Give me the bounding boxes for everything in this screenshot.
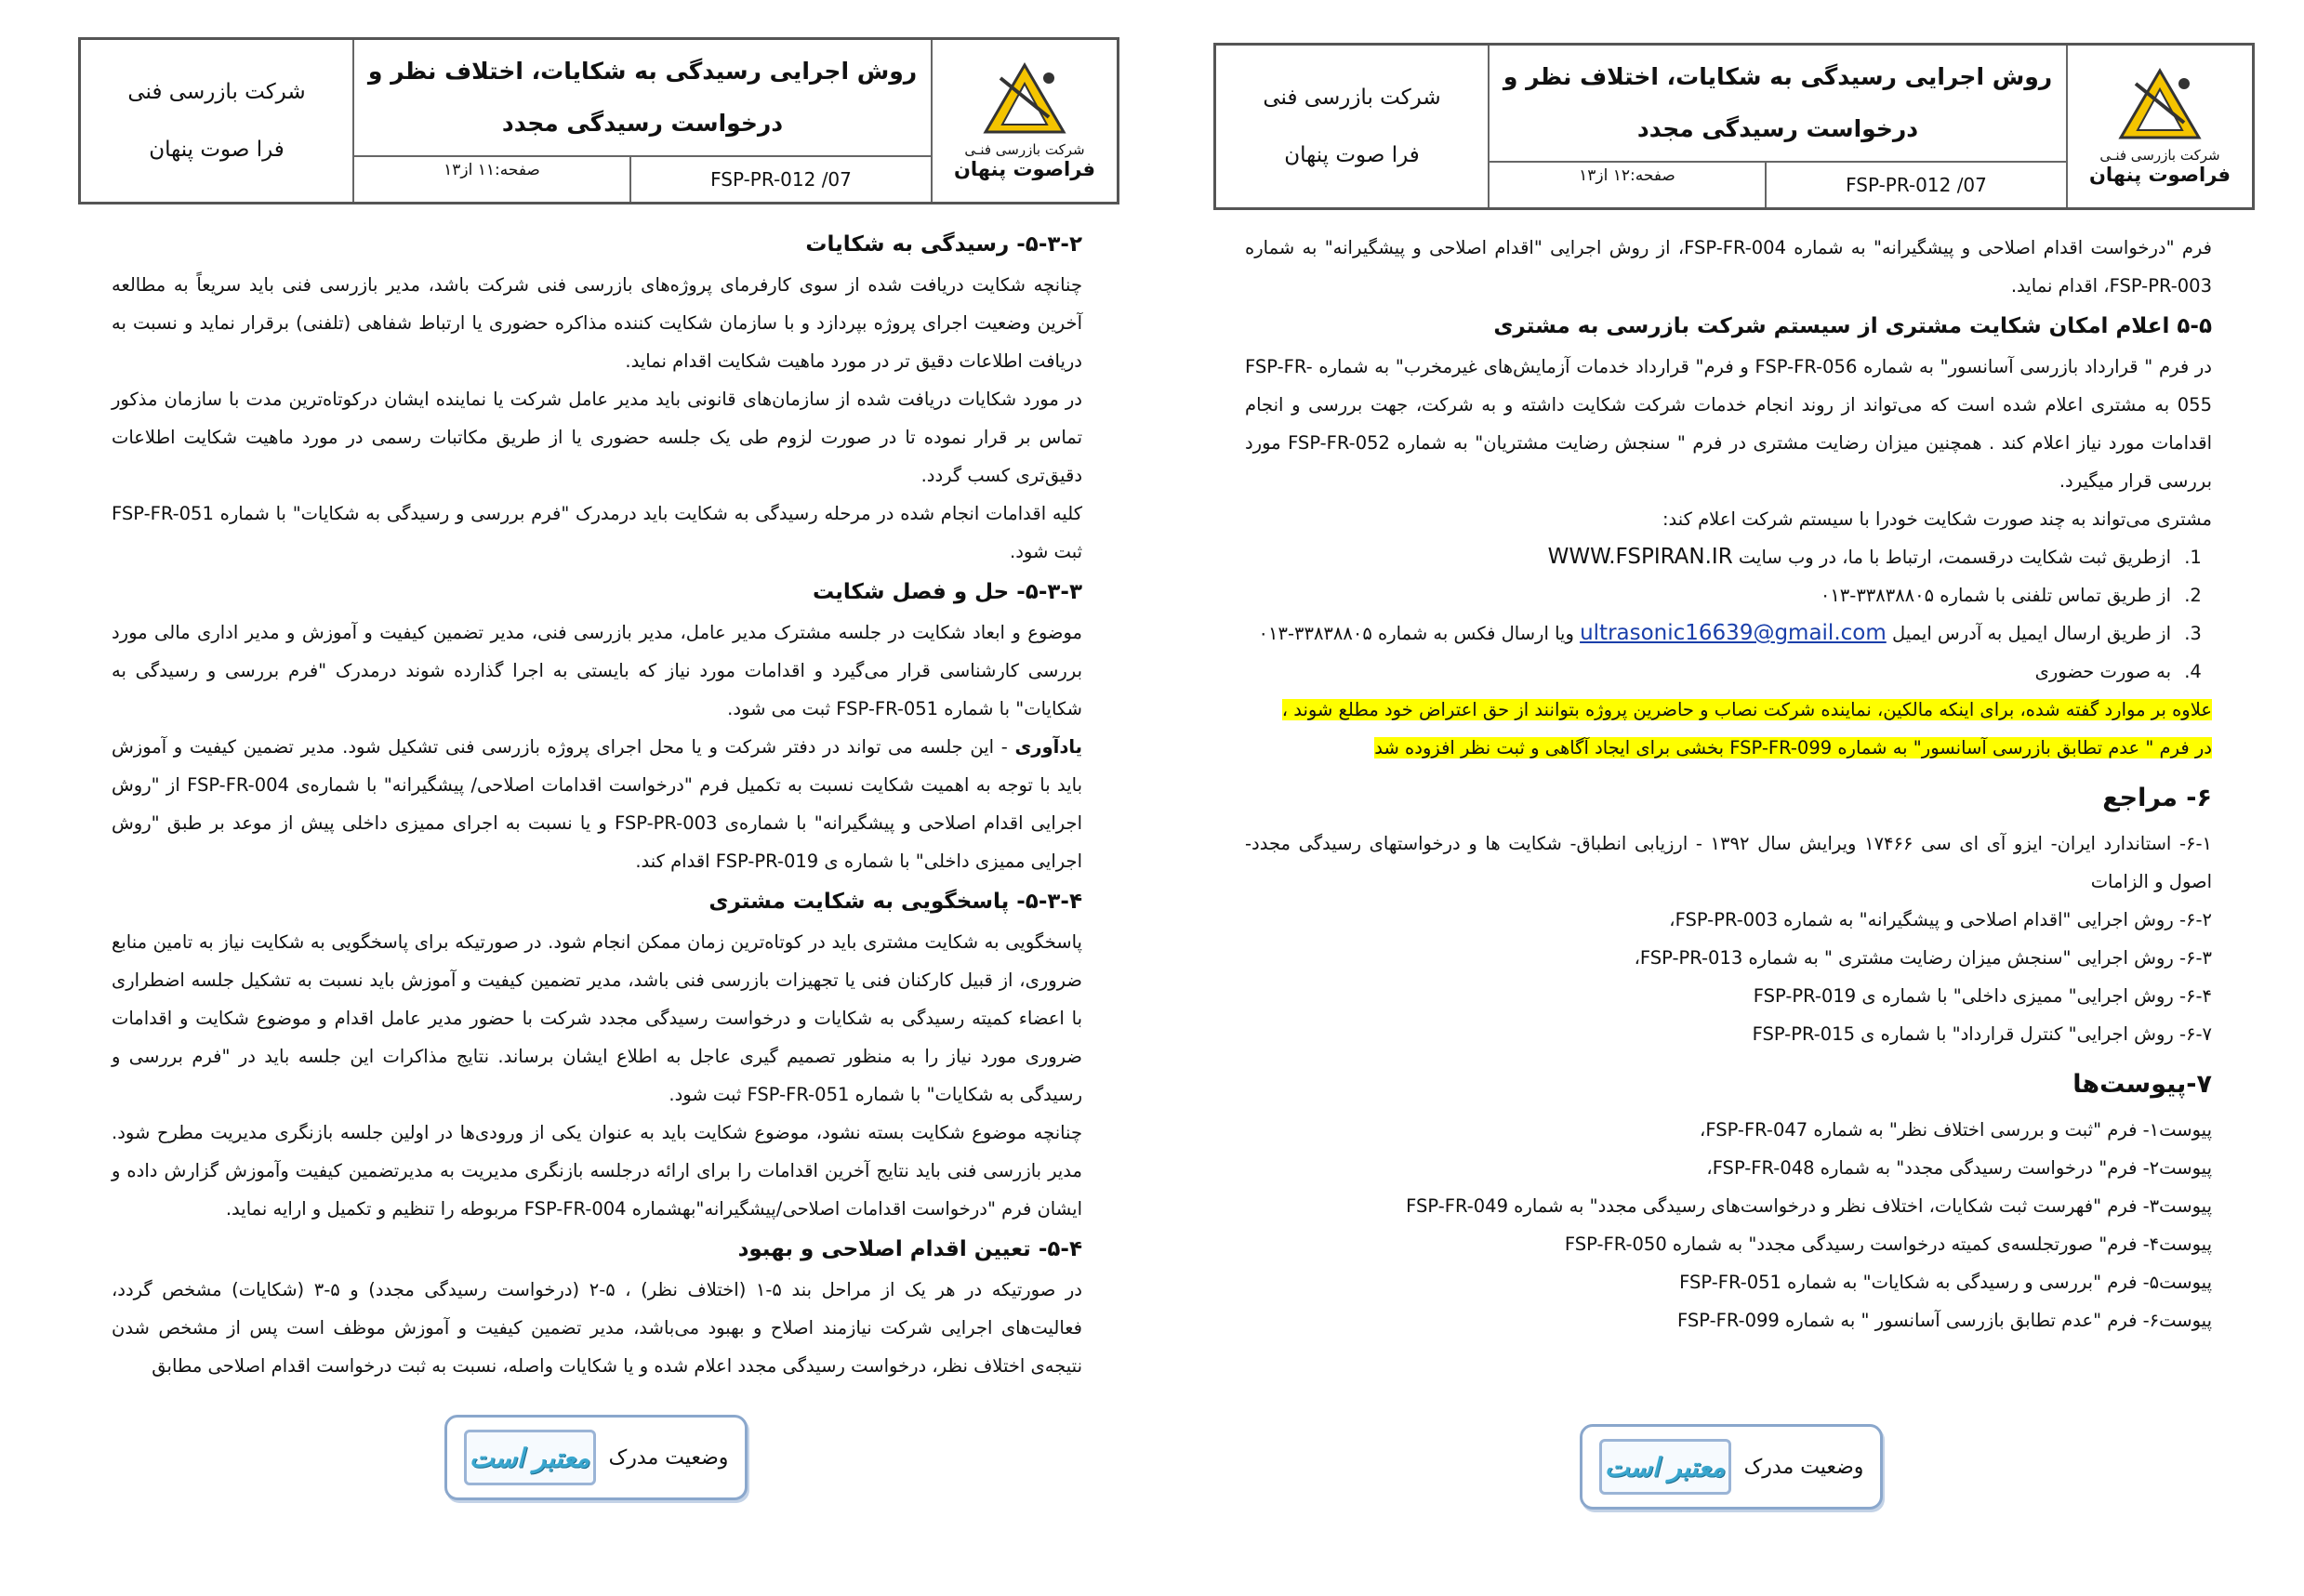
page-body (1245, 229, 2212, 1339)
list-item (1245, 538, 2178, 576)
note-text: - این جلسه می تواند در دفتر شرکت و یا محل اجرای پروژه بازرسی فنی تشکیل شود. مدیر تضمین کیفیت و آموزش باید با توجه به اهمیت شکایت نسبت به تکمیل فرم "درخواست اقدامات اصلاحی/ پیشگیرانه" با شماره‌ی FSP-FR-004 از "روش اجرایی اقدام اصلاحی و پیشگیرانه" با شماره‌ی FSP-PR-003 و یا نسبت به اجرای ممیزی داخلی پیش از موعد بر طبق "روش اجرایی ممیزی داخلی" با شماره ی FSP-PR-019 اقدام کند. (112, 736, 1082, 872)
company-logo (2066, 46, 2252, 207)
company-name (81, 40, 352, 202)
page-header (1213, 43, 2255, 210)
company-name (1216, 46, 1488, 207)
attachment-item: پیوست۴- فرم" صورتجلسه‌ی کمیته درخواست رسیدگی مجدد" به شماره FSP-FR-050 (1564, 1233, 2212, 1255)
doc-title-line2: درخواست رسیدگی مجدد (501, 110, 784, 137)
logo-line2: فراصوت پنهان (2089, 164, 2231, 186)
paragraph: موضوع و ابعاد شکایت در جلسه مشترک مدیر عامل، مدیر بازرسی فنی، مدیر تضمین کیفیت و آموزش و مدیر اداری مالی مورد بررسی کارشناسی قرار می‌گیرد و اقدامات مورد نیاز که بایستی به اجرا گذارده شوند درمدرک "فرم بررسی و رسیدگی به شکایات" با شماره FSP-FR-051 ثبت می شود. (112, 622, 1082, 719)
logo-icon (2117, 67, 2203, 141)
doc-title (354, 40, 931, 157)
page-12 (1152, 0, 2304, 1596)
document-status-box (1580, 1424, 1883, 1510)
page-body (112, 223, 1082, 1385)
paragraph: چنانچه موضوع شکایت بسته نشود، موضوع شکایت باید به عنوان یکی از ورودی‌ها در اولین جلسه بازنگری مدیریت مطرح شود. مدیر بازرسی فنی باید نتایج آخرین اقدامات را برای ارائه درجلسه بازنگری مدیریت به مدیرتضمین کیفیت وآموزش گزارش داده و ایشان فرم "درخواست اقدامات اصلاحی/پیشگیرانه"بهشماره FSP-FR-004 مربوطه را تنظیم و تکمیل و ارایه نماید. (112, 1122, 1082, 1220)
section-heading: ۵-۴- تعیین اقدام اصلاحی و بهبود (737, 1237, 1082, 1261)
attachment-item: پیوست۱- فرم "ثبت و بررسی اختلاف نظر" به شماره FSP-FR-047، (1700, 1119, 2212, 1141)
company-line2: فرا صوت پنهان (1284, 143, 1420, 167)
list-item-tail: ویا ارسال فکس به شماره ۳۳۸۳۸۸۰۵-۰۱۳ (1258, 623, 1581, 644)
paragraph: فرم "درخواست اقدام اصلاحی و پیشگیرانه" به شماره FSP-FR-004، از روش اجرایی "اقدام اصلاحی و پیشگیرانه" به شماره FSP-PR-003، اقدام نماید. (1245, 237, 2213, 297)
valid-stamp-text: معتبر است (1604, 1451, 1726, 1483)
paragraph: در فرم " قرارداد بازرسی آسانسور" به شماره FSP-FR-056 و فرم" قرارداد خدمات آزمایش‌های غیرمخرب" به شماره FSP-FR-055 به مشتری اعلام شده است که می‌تواند از روند انجام خدمات شرکت شکایت داشته و به شرکت، جهت بررسی و انجام اقدامات مورد نیاز اعلام کند . همچنین میزان رضایت مشتری در فرم " سنجش رضایت مشتریان" به شماره FSP-FR-052 مورد بررسی قرار میگیرد. (1245, 356, 2212, 492)
reference-item: ۶-۱- استاندارد ایران- ایزو آی ای سی ۱۷۴۶۶ ویرایش سال ۱۳۹۲ - ارزیابی انطباق- شکایت ها و درخواستهای رسیدگی مجدد- اصول و الزامات (1245, 833, 2212, 892)
logo-line1: شرکت بازرسی فنـی (2099, 147, 2220, 164)
page-number: صفحه:۱۱ از۱۳ (444, 161, 540, 179)
attachment-item: پیوست۲- فرم" درخواست رسیدگی مجدد" به شماره FSP-FR-048، (1706, 1157, 2212, 1179)
highlight-line: در فرم " عدم تطابق بازرسی آسانسور" به شماره FSP-FR-099 بخشی برای ایجاد آگاهی و ثبت نظر افزوده شد (1374, 737, 2212, 758)
logo-line1: شرکت بازرسی فنـی (964, 141, 1085, 158)
paragraph: مشتری می‌تواند به چند صورت شکایت خودرا با سیستم شرکت اعلام کند: (1662, 508, 2212, 530)
paragraph: پاسخگویی به شکایت مشتری باید در کوتاه‌ترین زمان ممکن انجام شود. در صورتیکه برای پاسخگویی به شکایت نیاز به تامین منابع ضروری، از قبیل کارکنان فنی یا تجهیزات بازرسی فنی باشد، مدیر تضمین کیفیت و آموزش باید نسبت به تشکیل جلسه اضطراری با اعضاء کمیته رسیدگی به شکایات و درخواست رسیدگی مجدد شرکت با حضور مدیر عامل اقدام و موضوع شکایت و اقدامات ضروری مورد نیاز را به منظور تصمیم گیری عاجل به اطلاع ایشان برساند. نتایج مذاکرات این جلسه باید در "فرم بررسی و رسیدگی به شکایات" با شماره FSP-FR-051 ثبت شود. (112, 931, 1082, 1105)
status-label: وضعیت مدرک (1743, 1455, 1864, 1479)
attachment-item: پیوست۳- فرم "فهرست ثبت شکایات، اختلاف نظر و درخواست‌های رسیدگی مجدد" به شماره FSP-FR-049 (1406, 1195, 2212, 1217)
list-item-text: ازطریق ثبت شکایت درقسمت، ارتباط با ما، در وب سایت (1732, 547, 2171, 568)
reference-item: ۶-۷- روش اجرایی" کنترل قرارداد" با شماره ی FSP-PR-015 (1752, 1023, 2212, 1045)
section-heading: ۷-پیوست‌ها (2072, 1070, 2212, 1099)
paragraph: چنانچه شکایت دریافت شده از سوی کارفرمای پروژه‌های بازرسی فنی شرکت باشد، مدیر بازرسی فنی باید سریعاً به مطالعه آخرین وضعیت اجرای پروژه بپردازد و با سازمان شکایت کننده مذاکره حضوری یا ارتباط شفاهی (تلفنی) برقرار نماید و نسبت به دریافت اطلاعات دقیق تر در مورد ماهیت شکایت اقدام نماید. (112, 274, 1082, 372)
doc-title-line1: روش اجرایی رسیدگی به شکایات، اختلاف نظر و (367, 58, 918, 85)
document-status-box (444, 1415, 748, 1500)
valid-stamp (464, 1430, 596, 1485)
section-heading: ۶- مراجع (2102, 784, 2212, 812)
email-link[interactable]: ultrasonic16639@gmail.com (1580, 621, 1887, 645)
page-header (78, 37, 1119, 204)
website-address: WWW.FSPIRAN.IR (1547, 545, 1733, 569)
note-paragraph (112, 728, 1082, 880)
company-line1: شرکت بازرسی فنی (1263, 86, 1441, 110)
doc-title-line1: روش اجرایی رسیدگی به شکایات، اختلاف نظر و (1503, 63, 2053, 90)
list-item (1245, 614, 2178, 653)
valid-stamp-text: معتبر است (469, 1442, 590, 1473)
company-line1: شرکت بازرسی فنی (127, 80, 306, 104)
reference-item: ۶-۲- روش اجرایی "اقدام اصلاحی و پیشگیرانه" به شماره FSP-PR-003، (1669, 909, 2212, 930)
list-item: 4. به صورت حضوری (1245, 653, 2178, 691)
valid-stamp (1599, 1439, 1731, 1495)
paragraph: در صورتیکه در هر یک از مراحل بند ۵-۱ (اختلاف نظر) ، ۵-۲ (درخواست رسیدگی مجدد) و ۵-۳ (شکایات) مشخص گردد، فعالیت‌های اجرایی شرکت نیازمند اصلاح و بهبود می‌باشد، مدیر تضمین کیفیت و آموزش موظف است پس از مشخص شدن نتیجه‌ی اختلاف نظر، درخواست رسیدگی مجدد اعلام شده و یا شکایات واصله، نسبت به ثبت درخواست اقدام اصلاحی مطابق (112, 1279, 1082, 1377)
complaint-channels-list (1245, 538, 2212, 691)
doc-code: FSP-PR-012 /07 (1765, 163, 2066, 207)
section-heading: ۵-۳-۳- حل و فصل شکایت (812, 580, 1082, 604)
paragraph: کلیه اقدامات انجام شده در مرحله رسیدگی به شکایت باید درمدرک "فرم بررسی و رسیدگی به شکایات" با شماره FSP-FR-051 ثبت شود. (112, 503, 1082, 562)
reference-item: ۶-۳- روش اجرایی "سنجش میزان رضایت مشتری " به شماره FSP-PR-013، (1634, 947, 2212, 969)
reference-item: ۶-۴- روش اجرایی" ممیزی داخلی" با شماره ی FSP-PR-019 (1753, 985, 2212, 1007)
logo-icon (982, 61, 1067, 136)
company-logo (931, 40, 1117, 202)
section-heading: ۵-۳-۲- رسیدگی به شکایات (805, 232, 1082, 257)
note-label: یادآوری (1014, 736, 1082, 758)
paragraph: در مورد شکایات دریافت شده از سازمان‌های قانونی باید مدیر عامل شرکت یا نماینده ایشان درکوتاه‌ترین مدت با سازمان مذکور تماس بر قرار نموده تا در صورت لزوم طی یک جلسه حضوری یا از طریق مکاتبات رسمی در مورد ماهیت شکایت اطلاعات دقیق‌تری کسب گردد. (112, 389, 1082, 486)
list-item-text: از طریق ارسال ایمیل به آدرس ایمیل (1886, 623, 2171, 644)
attachment-item: پیوست۶- فرم "عدم تطابق بازرسی آسانسور " به شماره FSP-FR-099 (1676, 1310, 2212, 1331)
highlighted-paragraph (1245, 691, 2212, 767)
section-heading: ۵-۳-۴- پاسخگویی به شکایت مشتری (708, 890, 1082, 914)
highlight-line: علاوه بر موارد گفته شده، برای اینکه مالکین، نماینده شرکت نصاب و حاضرین پروژه بتوانند از حق اعتراض خود مطلع شوند ، (1281, 699, 2212, 720)
list-item: 2. از طریق تماس تلفنی با شماره ۳۳۸۳۸۸۰۵-۰۱۳ (1245, 576, 2178, 614)
section-heading: ۵-۵ اعلام امکان شکایت مشتری از سیستم شرکت بازرسی به مشتری (1493, 314, 2212, 338)
attachment-item: پیوست۵- فرم "بررسی و رسیدگی به شکایات" به شماره FSP-FR-051 (1679, 1272, 2212, 1293)
company-line2: فرا صوت پنهان (149, 138, 285, 162)
doc-title-line2: درخواست رسیدگی مجدد (1636, 115, 1919, 142)
doc-code: FSP-PR-012 /07 (629, 157, 931, 202)
status-label: وضعیت مدرک (608, 1445, 729, 1470)
page-number: صفحه:۱۲ از۱۳ (1579, 166, 1675, 185)
logo-line2: فراصوت پنهان (954, 158, 1096, 180)
doc-title (1490, 46, 2066, 163)
